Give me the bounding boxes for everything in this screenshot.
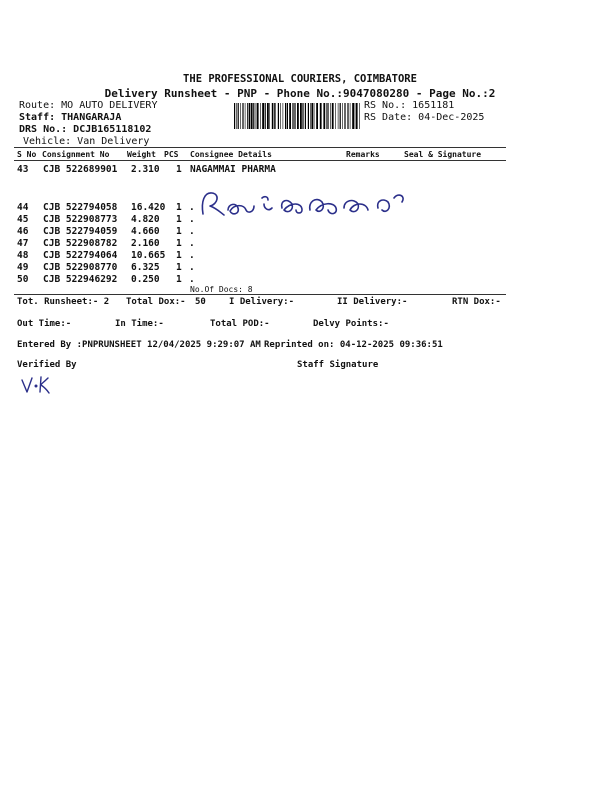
barcode-bar [347, 103, 348, 129]
barcode-bar [236, 103, 237, 129]
row-consignment: CJB 522946292 [43, 274, 118, 285]
barcode-bar [262, 103, 264, 129]
verified-by: Verified By [17, 360, 77, 370]
col-pcs: PCS [164, 150, 179, 159]
row-pcs: 1 [176, 202, 182, 213]
row-pcs: 1 [176, 262, 182, 273]
barcode-bar [323, 103, 325, 129]
row-weight: 2.160 [131, 238, 160, 249]
ii-delivery: II Delivery:- [337, 297, 408, 307]
row-consignee: NAGAMMAI PHARMA [190, 164, 276, 175]
barcode-bar [253, 103, 254, 129]
row-sno: 45 [17, 214, 29, 225]
barcode-bar [285, 103, 286, 129]
row-consignment: CJB 522794064 [43, 250, 118, 261]
row-weight: 4.820 [131, 214, 160, 225]
row-weight: 0.250 [131, 274, 160, 285]
row-consignee: . [189, 250, 195, 261]
row-consignment: CJB 522908773 [43, 214, 118, 225]
row-sno: 43 [17, 164, 29, 175]
reprinted-on: Reprinted on: 04-12-2025 09:36:51 [264, 340, 443, 350]
rs-number: RS No.: 1651181 [364, 100, 455, 111]
row-weight: 6.325 [131, 262, 160, 273]
company-title: THE PROFESSIONAL COURIERS, COIMBATORE [183, 73, 417, 85]
total-dox-label: Total Dox:- [126, 297, 186, 307]
barcode-bar [308, 103, 309, 129]
barcode-bar [269, 103, 270, 129]
barcode-bar [342, 103, 343, 129]
barcode-bar [297, 103, 299, 129]
col-consignment: Consignment No [42, 150, 110, 159]
barcode-bar [314, 103, 315, 129]
row-pcs: 1 [176, 274, 182, 285]
barcode-bar [267, 103, 269, 129]
barcode-bar [283, 103, 284, 129]
row-pcs: 1 [176, 164, 182, 175]
row-pcs: 1 [176, 226, 182, 237]
row-pcs: 1 [176, 214, 182, 225]
barcode-bar [344, 103, 345, 129]
vehicle-label: Vehicle: Van Delivery [23, 136, 150, 147]
barcode-bar [238, 103, 239, 129]
row-sno: 44 [17, 202, 29, 213]
barcode-bar [257, 103, 259, 129]
table-row [0, 238, 600, 249]
barcode-bar [242, 103, 243, 129]
barcode-bar [278, 103, 279, 129]
row-pcs: 1 [176, 238, 182, 249]
staff-signature: Staff Signature [297, 360, 379, 370]
barcode-bar [330, 103, 331, 129]
entered-by: Entered By :PNPRUNSHEET 12/04/2025 9:29:07 AM [17, 340, 261, 350]
table-top-rule [14, 147, 506, 148]
row-consignment: CJB 522689901 [43, 164, 118, 175]
runsheet-title: Delivery Runsheet - PNP - Phone No.:9047080280 - Page No.:2 [104, 87, 496, 100]
table-header-rule [14, 160, 506, 161]
barcode-bar [265, 103, 266, 129]
col-seal: Seal & Signature [404, 150, 482, 159]
barcode-bar [272, 103, 273, 129]
out-time: Out Time:- [17, 319, 72, 329]
barcode-bar [274, 103, 275, 129]
barcode-bar [356, 103, 358, 129]
col-sno: S No [17, 150, 37, 159]
row-sno: 49 [17, 262, 29, 273]
barcode-bar [320, 103, 322, 129]
col-consignee: Consignee Details [190, 150, 272, 159]
barcode-bar [293, 103, 294, 129]
row-consignment: CJB 522908782 [43, 238, 118, 249]
barcode-bar [289, 103, 291, 129]
barcode-image [234, 103, 360, 129]
staff-label: Staff: THANGARAJA [19, 112, 122, 123]
barcode-bar [245, 103, 246, 129]
barcode-bar [332, 103, 334, 129]
table-row [0, 164, 600, 175]
drs-number: DRS No.: DCJB165118102 [19, 124, 152, 135]
barcode-bar [275, 103, 276, 129]
barcode-bar [305, 103, 306, 129]
route-label: Route: MO AUTO DELIVERY [19, 100, 158, 111]
row-consignment: CJB 522794059 [43, 226, 118, 237]
row-weight: 4.660 [131, 226, 160, 237]
row-sno: 47 [17, 238, 29, 249]
barcode-bar [287, 103, 288, 129]
barcode-bar [295, 103, 296, 129]
row-weight: 10.665 [131, 250, 166, 261]
barcode-bar [247, 103, 248, 129]
table-row [0, 262, 600, 273]
barcode-bar [300, 103, 302, 129]
table-row [0, 274, 600, 285]
total-pod: Total POD:- [210, 319, 270, 329]
row-sno: 46 [17, 226, 29, 237]
barcode-bar [355, 103, 356, 129]
barcode-bar [234, 103, 235, 129]
barcode-bar [260, 103, 261, 129]
verified-initials-signature [20, 374, 52, 396]
barcode-bar [328, 103, 329, 129]
barcode-bar [338, 103, 339, 129]
row-sno: 50 [17, 274, 29, 285]
rtn-dox: RTN Dox:- [452, 297, 501, 307]
table-row [0, 226, 600, 237]
barcode-bar [326, 103, 327, 129]
row-weight: 2.310 [131, 164, 160, 175]
barcode-bar [251, 103, 253, 129]
no-of-docs: No.Of Docs: 8 [190, 285, 253, 294]
table-bottom-rule [14, 294, 506, 295]
delvy-points: Delvy Points:- [313, 319, 389, 329]
row-consignment: CJB 522794058 [43, 202, 118, 213]
rs-date: RS Date: 04-Dec-2025 [364, 112, 485, 123]
barcode-bar [302, 103, 303, 129]
barcode-bar [249, 103, 250, 129]
row-consignee: . [189, 202, 195, 213]
tot-runsheet: Tot. Runsheet:- 2 [17, 297, 110, 307]
barcode-bar [280, 103, 281, 129]
barcode-bar [340, 103, 341, 129]
barcode-bar [256, 103, 257, 129]
barcode-bar [240, 103, 241, 129]
barcode-bar [359, 103, 360, 129]
barcode-bar [350, 103, 351, 129]
total-dox-value: 50 [195, 297, 206, 307]
row-consignee: . [189, 238, 195, 249]
barcode-bar [292, 103, 293, 129]
barcode-bar [352, 103, 354, 129]
barcode-bar [310, 103, 311, 129]
row-consignee: . [189, 274, 195, 285]
i-delivery: I Delivery:- [229, 297, 295, 307]
table-row [0, 250, 600, 261]
handwritten-signature [198, 186, 418, 220]
row-sno: 48 [17, 250, 29, 261]
barcode-bar [335, 103, 336, 129]
row-pcs: 1 [176, 250, 182, 261]
row-consignee: . [189, 226, 195, 237]
barcode-bar [311, 103, 313, 129]
in-time: In Time:- [115, 319, 164, 329]
row-weight: 16.420 [131, 202, 166, 213]
row-consignee: . [189, 214, 195, 225]
row-consignment: CJB 522908770 [43, 262, 118, 273]
col-weight: Weight [127, 150, 156, 159]
row-consignee: . [189, 262, 195, 273]
col-remarks: Remarks [346, 150, 380, 159]
barcode-bar [316, 103, 318, 129]
